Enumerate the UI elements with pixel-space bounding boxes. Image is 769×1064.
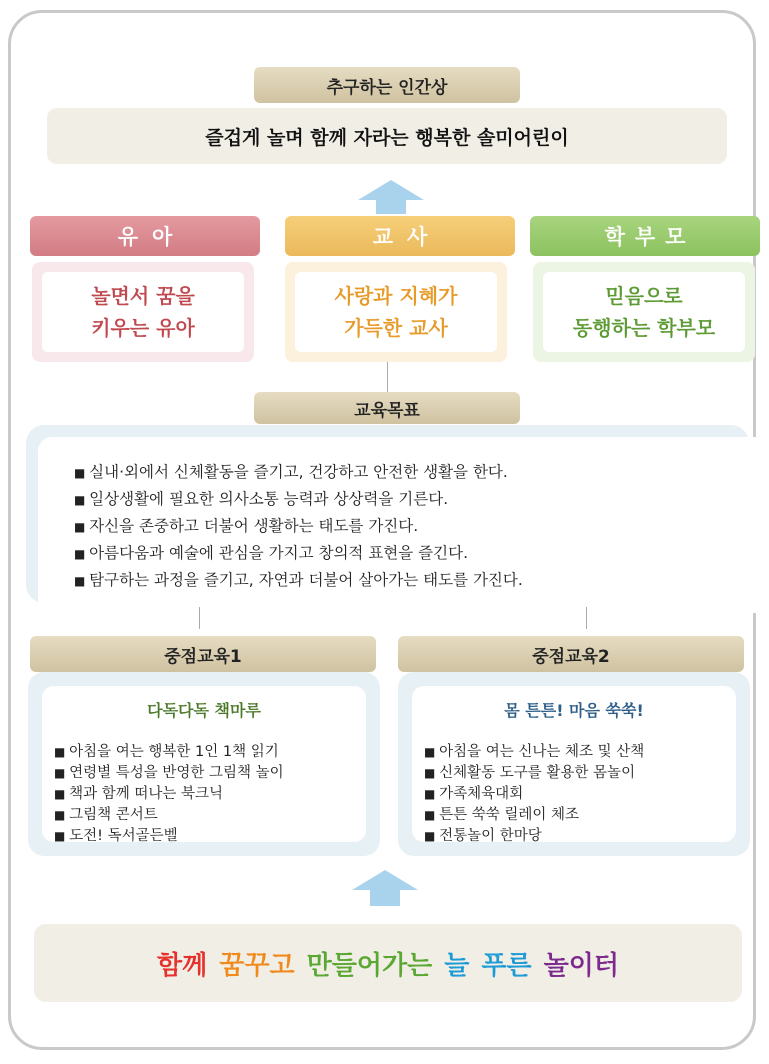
goals-list: [38, 437, 769, 613]
motto-word: 놀이터: [543, 950, 619, 981]
list-item: ■ 그림책 콘서트: [54, 805, 284, 826]
connector-line: [199, 607, 200, 629]
connector-line: [586, 607, 587, 629]
role-card-parent: [533, 262, 755, 362]
list-item: ■ 아침을 여는 행복한 1인 1책 읽기: [54, 742, 284, 763]
focus1-content: [42, 686, 366, 842]
focus2-panel: [398, 672, 750, 856]
focus2-list: [424, 742, 644, 847]
goals-panel: [26, 425, 749, 603]
role-text-teacher: 사랑과 지혜가 가득한 교사: [295, 272, 497, 352]
list-item: ■ 튼튼 쑥쑥 릴레이 체조: [424, 805, 644, 826]
role-header-teacher: 교사: [285, 216, 515, 256]
list-item: ■ 도전! 독서골든벨: [54, 826, 284, 847]
motto-word: 꿈꾸고: [219, 950, 295, 981]
connector-line: [387, 362, 388, 392]
list-item: ■ 전통놀이 한마당: [424, 826, 644, 847]
up-arrow-icon: [352, 870, 418, 906]
focus2-title: 몸 튼튼! 마음 쑥쑥!: [504, 701, 644, 720]
motto-banner: [34, 924, 742, 1002]
motto-word: 만들어가는: [306, 950, 433, 981]
focus1-title: 다독다독 책마루: [147, 701, 261, 720]
goal-item: ■ 일상생활에 필요한 의사소통 능력과 상상력을 기른다.: [74, 486, 769, 513]
goal-item: ■ 아름다움과 예술에 관심을 가지고 창의적 표현을 즐긴다.: [74, 540, 769, 567]
motto-word: 함께: [157, 950, 208, 981]
motto-word: 늘: [444, 950, 470, 981]
focus1-list: [54, 742, 284, 847]
goal-item: ■ 실내·외에서 신체활동을 즐기고, 건강하고 안전한 생활을 한다.: [74, 459, 769, 486]
goal-item: ■ 탐구하는 과정을 즐기고, 자연과 더불어 살아가는 태도를 가진다.: [74, 567, 769, 594]
role-card-teacher: [285, 262, 507, 362]
role-card-child: [32, 262, 254, 362]
motto-word: 푸른: [481, 950, 532, 981]
focus2-content: [412, 686, 736, 842]
role-text-child: 놀면서 꿈을 키우는 유아: [42, 272, 244, 352]
role-header-child: 유아: [30, 216, 260, 256]
ideal-statement: 즐겁게 놀며 함께 자라는 행복한 솔미어린이: [47, 108, 727, 164]
goals-label: 교육목표: [254, 392, 520, 424]
focus1-label: 중점교육1: [30, 636, 376, 672]
focus1-panel: [28, 672, 380, 856]
list-item: ■ 아침을 여는 신나는 체조 및 산책: [424, 742, 644, 763]
list-item: ■ 책과 함께 떠나는 북크닉: [54, 784, 284, 805]
list-item: ■ 가족체육대회: [424, 784, 644, 805]
role-text-parent: 믿음으로 동행하는 학부모: [543, 272, 745, 352]
focus2-label: 중점교육2: [398, 636, 744, 672]
list-item: ■ 신체활동 도구를 활용한 몸놀이: [424, 763, 644, 784]
list-item: ■ 연령별 특성을 반영한 그림책 놀이: [54, 763, 284, 784]
goal-item: ■ 자신을 존중하고 더불어 생활하는 태도를 가진다.: [74, 513, 769, 540]
role-header-parent: 학부모: [530, 216, 760, 256]
up-arrow-icon: [358, 180, 424, 214]
ideal-label: 추구하는 인간상: [254, 67, 520, 103]
